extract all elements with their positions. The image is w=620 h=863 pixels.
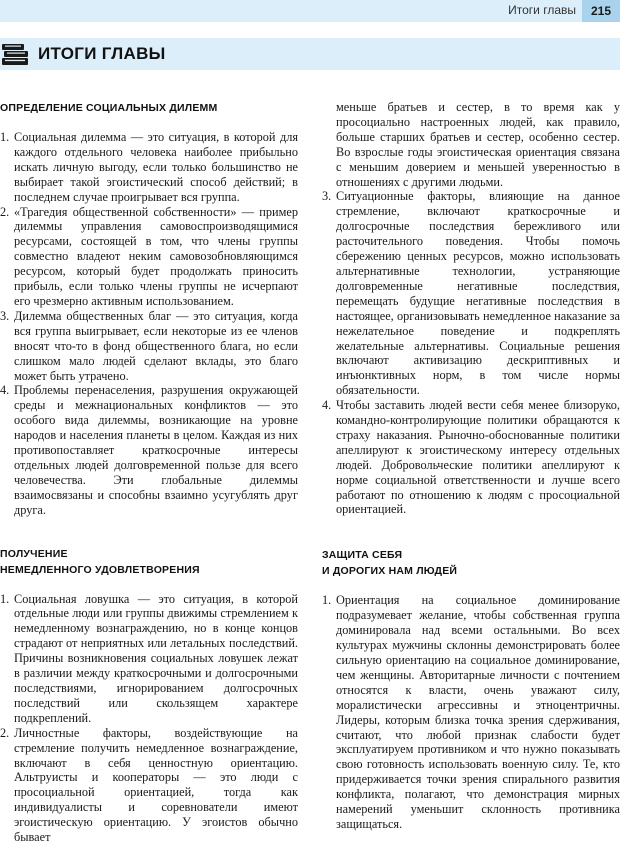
running-header [0,0,620,22]
right-column [322,100,620,857]
list-item: 1. Ориентация на социальное доминирование подразумевает желание, чтобы собственная группа доминировала над всеми остальными. Во всех культурах мужчины склонны демонстрировать более сильную ориентацию на социальное доминирование, чем женщины. Авторитарные личности с почтением относятся к власти, очень уважают силу, моралистически агрессивны и этноцентричны. Лидеры, которым близка точка зрения сдерживания, считают, что любой признак слабости будет эксплуатируем противником и что нужно показывать свою готовность использовать военную силу. Те, кто придерживается точки зрения спирального развития конфликта, полагают, что демонстрация мирных намерений уменьшит склонность противника защищаться. [322,593,620,831]
section-heading-protecting: ЗАЩИТА СЕБЯ И ДОРОГИХ НАМ ЛЮДЕЙ [322,549,458,578]
list-item: 2. Личностные факторы, воздействующие на стремление получить немедленное вознаграждение, включают в себя ценностную ориентацию. Альтруисты и кооператоры — это люди с просоциальной ориентацией, тогда как индивидуалисты и соревнователи имеют эгоистическую ориентацию. У эгоистов обычно бывает [0,725,298,845]
list-item-continuation: меньше братьев и сестер, в то время как у просоциально настроенных людей, как правило, больше старших братьев и сестер, особенно сестер. Во взрослые годы эгоистическая ориентация связана с меньшим доверием и меньшей уверенностью в отношениях с другими людьми. [336,100,620,189]
protecting-list [322,593,620,832]
chapter-title: ИТОГИ ГЛАВЫ [38,44,166,63]
chapter-banner [0,38,620,70]
left-column [0,100,298,857]
list-item: 2. «Трагедия общественной собственности» — пример дилеммы управления самовоспроизводящимися ресурсами, состоящей в том, что члены группы совместно владеют неким самовозобновляющимся ресурсом, который будет продолжать приносить прибыль, если только члены группы не исчерпают его чрезмерно активным использованием. [0,204,298,308]
list-item: 1. Социальная дилемма — это ситуация, в которой для каждого отдельного человека наиболее прибыльно искать личную выгоду, если только большинство не выбирает такой эгоистический способ действий; в последнем случае проигрывает вся группа. [0,130,298,204]
dilemmas-list [0,130,298,518]
list-item: 1. Социальная ловушка — это ситуация, в которой отдельные люди или группы движимы стремлением к немедленному вознаграждению, но в конце концов страдают от неприятных или летальных последствий. Причины возникновения социальных ловушек лежат в различии между краткосрочными и долгосрочными последствиями, игнорированием долгосрочных последствий или скользящем характере подкреплений. [0,591,298,725]
page-number: 215 [582,0,620,22]
list-item: 3. Ситуационные факторы, влияющие на данное стремление, включают краткосрочные и долгосрочные последствия бережливого или расточительного поведения. Чтобы помочь сбережению ценных ресурсов, можно использовать альтернативные технологии, устраняющие долговременные негативные последствия, перемещать будущие негативные последствия в настоящее, организовывать немедленное наказание за нежелательное поведение и подкреплять желательные альтернативы. Социальные решения включают активизацию дескриптивных и инъюнктивных норм, в том числе нормы обязательности. [322,189,620,398]
books-stack-icon [0,38,32,70]
gratification-list [0,592,298,845]
gratification-list-cont [322,189,620,517]
running-title: Итоги главы [508,3,576,17]
list-item: 3. Дилемма общественных благ — это ситуация, когда вся группа выигрывает, если некоторые из ее членов вносят что-то в фонд общественного блага, но если слишком мало людей сделают вклады, это благо может быть утрачено. [0,308,298,383]
list-item: 4. Чтобы заставить людей вести себя менее близоруко, командно-контролирующие политики обращаются к страху наказания. Рыночно-обоснованные политики апеллируют к эгоистическому интересу отдельных людей. Добровольческие политики апеллируют к норме социальной ответственности и лучше всего работают по отношению к людям с просоциальной ориентацией. [322,398,620,517]
list-item: 4. Проблемы перенаселения, разрушения окружающей среды и межнациональных конфликтов — это особого вида дилеммы, возникающие на уровне народов и населения планеты в целом. Каждая из них противопоставляет краткосрочные интересы отдельных людей долговременной пользе для всего человечества. Эти глобальные дилеммы взаимосвязаны и способны взаимно усугублять друг друга. [0,383,298,517]
section-heading-dilemmas: ОПРЕДЕЛЕНИЕ СОЦИАЛЬНЫХ ДИЛЕММ [0,102,218,114]
section-heading-gratification: ПОЛУЧЕНИЕ НЕМЕДЛЕННОГО УДОВЛЕТВОРЕНИЯ [0,547,200,576]
